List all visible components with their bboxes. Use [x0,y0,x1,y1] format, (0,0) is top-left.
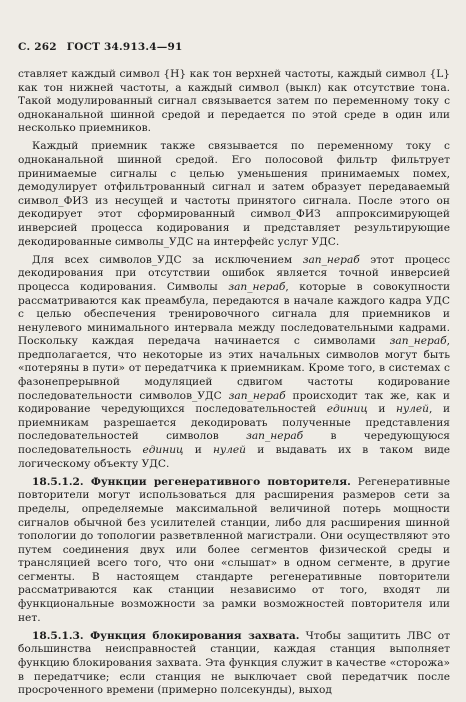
section-jabber-function: 18.5.1.3. Функция блокирования захвата. Чтобы защитить ЛВС от большинства неисправностей станции, каждая станция выполняет функцию блокирования захвата. Эта функция служит в качестве «сторожа» в передатчике; если станция не выключает свой передатчик после просроченного времени (примерно полсекунды), выход [18,629,451,697]
paragraph-receiver: Каждый приемник также связывается по переменному току с одноканальной шинной средой. Его полосовой фильтр фильтрует принимаемые сигналы с целью уменьшения принимаемых помех, демодулирует отфильтрованный сигнал и затем образует передаваемый символ_ФИЗ из несущей и частоты принятого сигнала. После этого он декодирует этот сформированный символ_ФИЗ аппроксимирующей инверсией процесса кодирования и представляет результирующие декодированные символы_УДС на интерфейс услуг УДС. [18,140,450,248]
paragraph-continuation: ставляет каждый символ {Н} как тон верхней частоты, каждый символ {L} как тон нижней частоты, а каждый символ (выкл) как отсутствие тона. Такой модулированный сигнал связывается затем по переменному току с одноканальной шинной средой и передается по этой среде в один или несколько приемников. [18,68,450,135]
document-body [18,68,450,702]
section-repeater-functions: 18.5.1.2. Функции регенеративного повторителя. Регенеративные повторители могут использоваться для расширения размеров сети за пределы, определяемые максимальной величиной потерь мощности сигналов обычной без усилителей станции, либо для расширения шинной топологии до топологии разветвленной магистрали. Они осуществляют это путем соединения двух или более сегментов физической среды и трансляцией всего того, что они «слышат» в одном сегменте, в другие сегменты. В настоящем стандарте регенеративные повторители рассматриваются как станции независимо от того, входят ли функциональные возможности за рамки возможностей повторителя или нет. [18,475,450,624]
section-heading: 18.5.1.2. Функции регенеративного повторителя. [32,475,351,488]
page-number: С. 262 [18,41,57,53]
section-heading: 18.5.1.3. Функция блокирования захвата. [32,629,300,642]
page-header [18,41,182,53]
standard-reference: ГОСТ 34.913.4—91 [66,41,183,53]
paragraph-decoding: Для всех символов_УДС за исключением зап_нераб этот процесс декодирования при отсутствии ошибок является точной инверсией процесса кодирования. Символы зап_нераб, которые в совокупности рассматриваются как преамбула, передаются в начале каждого кадра УДС с целью обеспечения тренировочного сигнала для приемников и ненулевого минимального интервала между последовательными кадрами. Поскольку каждая передача начинается с символами зап_нераб, предполагается, что некоторые из этих начальных символов могут быть «потеряны в пути» от передатчика к приемникам. Кроме того, в системах с фазонепрерывной модуляцией сдвигом частоты кодирование последовательности символов_УДС зап_нераб происходит так же, как и кодирование чередующихся последовательностей единиц и нулей, и приемникам разрешается декодировать полученные представления последовательностей символов зап_нераб в чередующуюся последовательность единиц и нулей и выдавать их в таком виде логическому объекту УДС. [18,253,451,470]
